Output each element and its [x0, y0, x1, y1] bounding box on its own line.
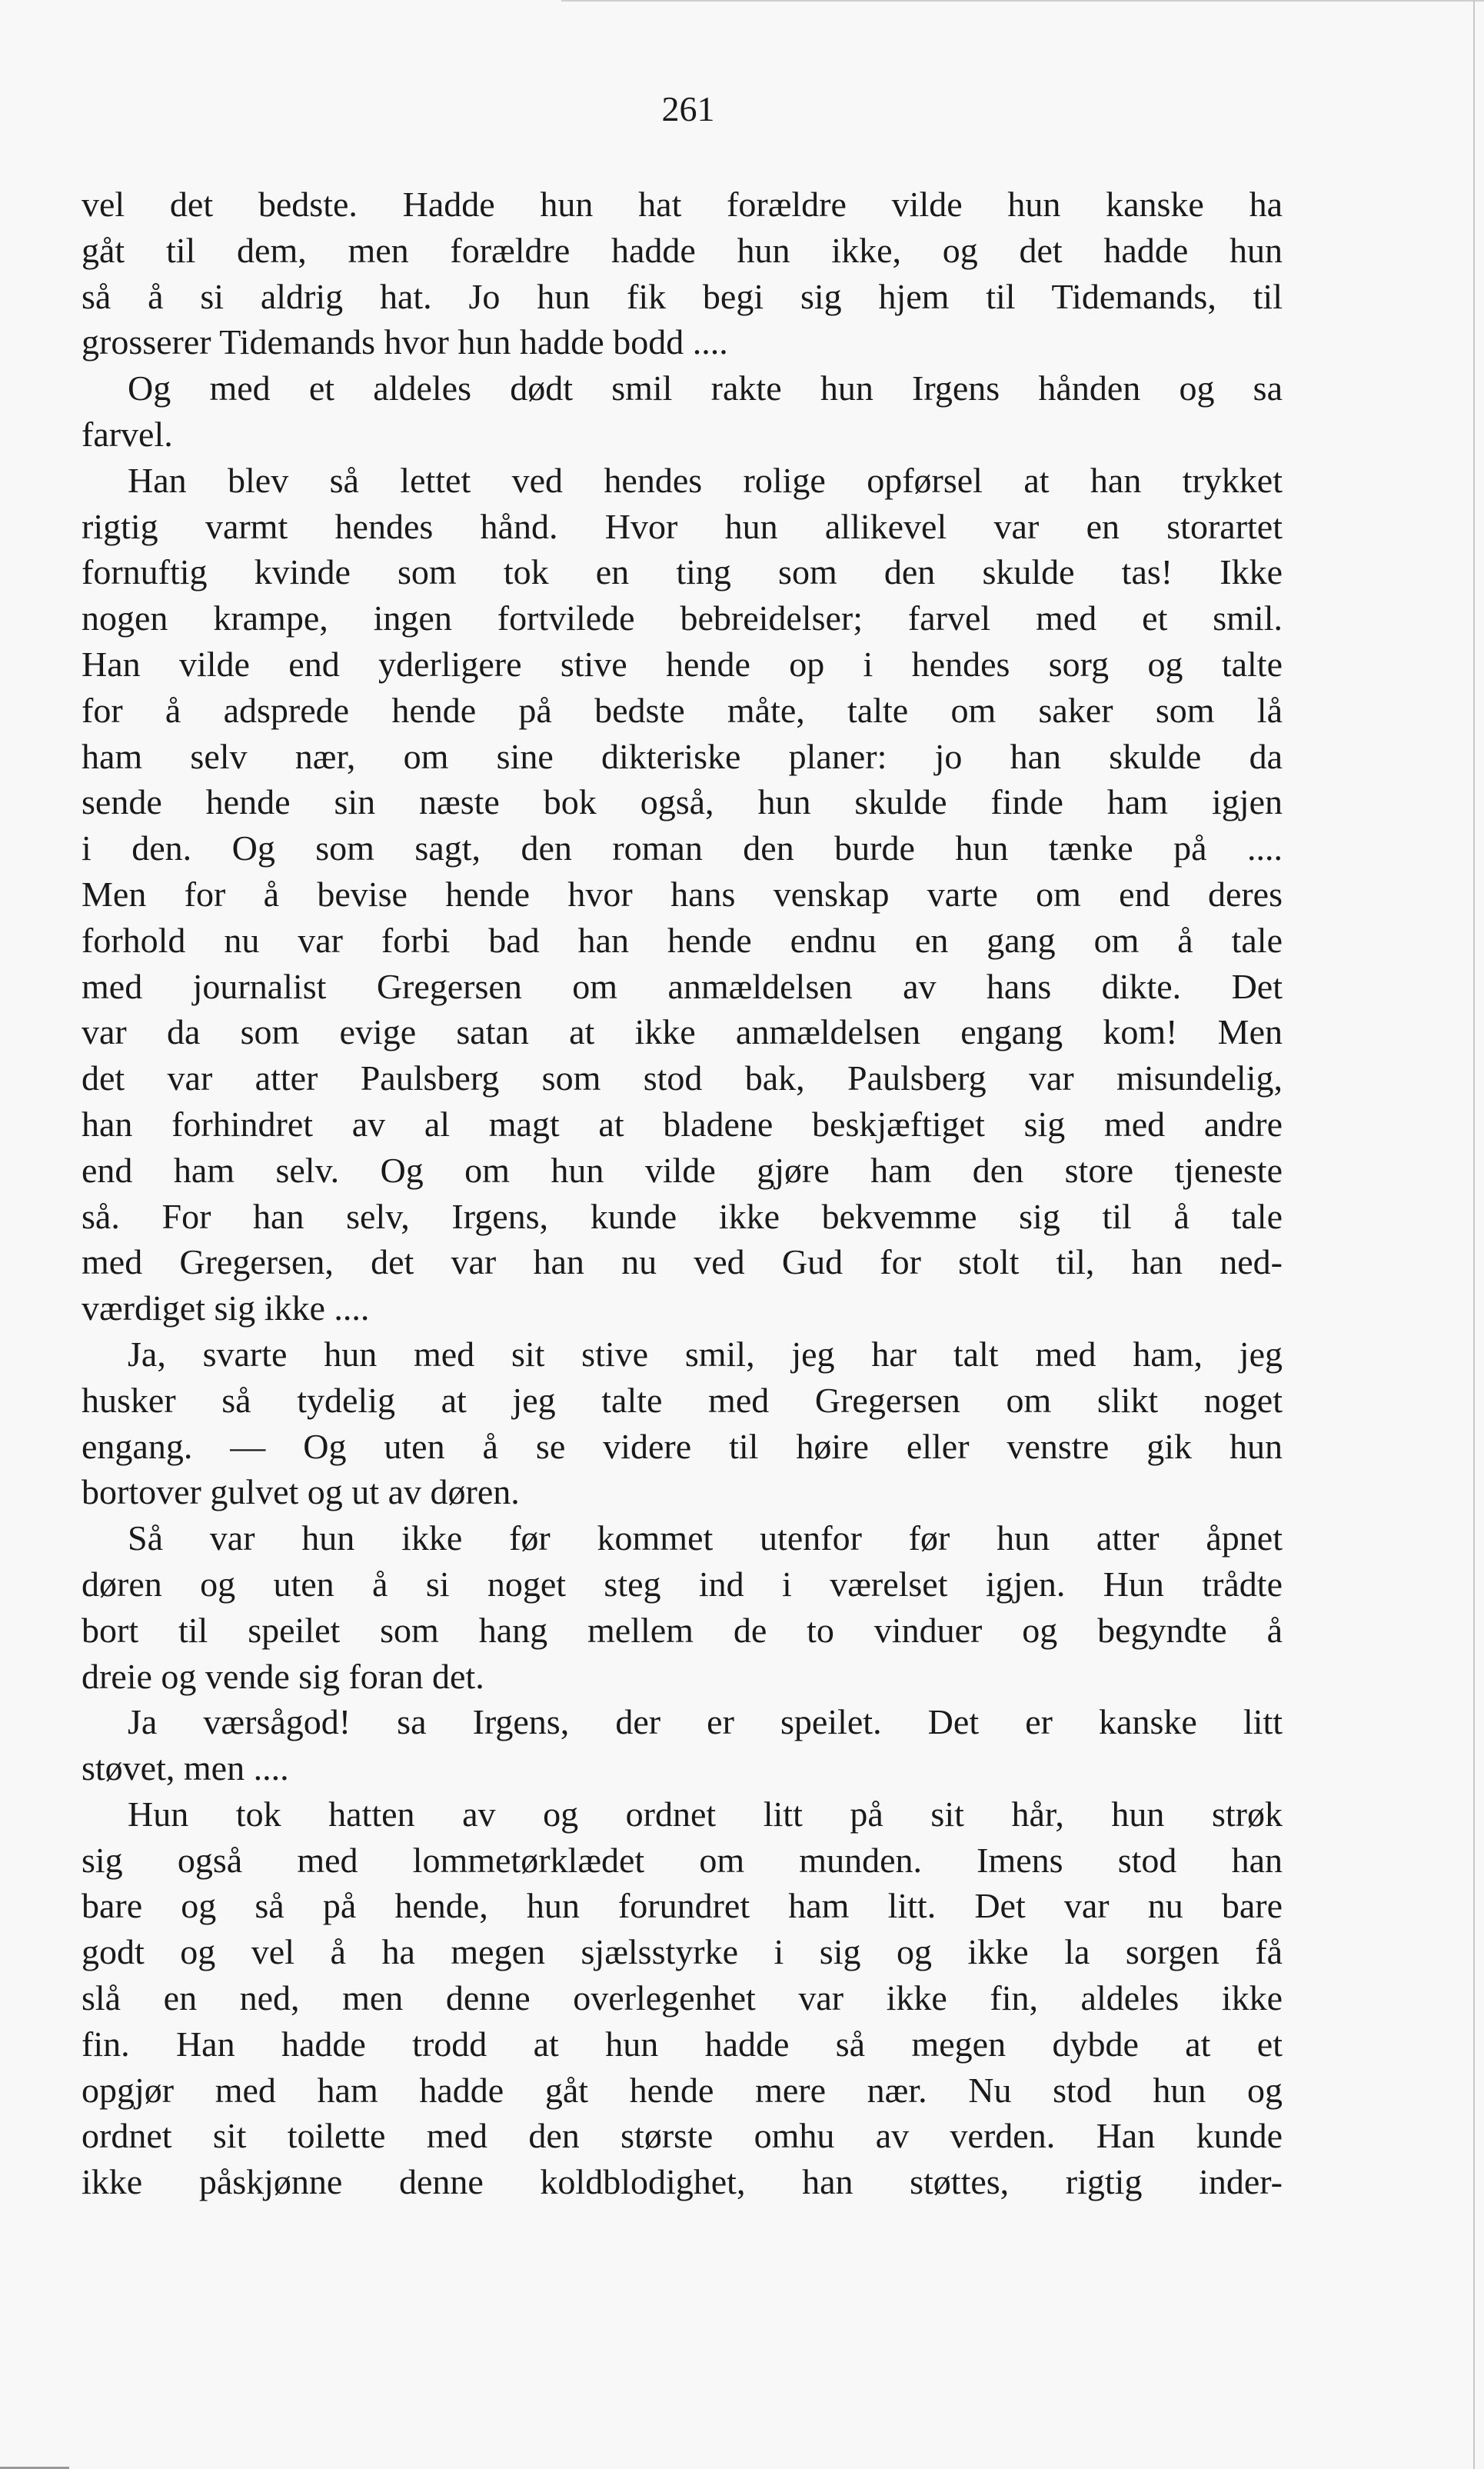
scan-edge-top — [561, 0, 1484, 2]
text-line: Men for å bevise hende hvor hans venskap varte om end deres — [82, 874, 1283, 914]
text-line: godt og vel å ha megen sjælsstyrke i sig og ikke la sorgen få — [82, 1932, 1283, 1972]
text-line: bort til speilet som hang mellem de to vinduer og begyndte å — [82, 1610, 1283, 1650]
text-line: forhold nu var forbi bad han hende endnu en gang om å tale — [82, 920, 1283, 960]
text-line: bare og så på hende, hun forundret ham litt. Det var nu bare — [82, 1886, 1283, 1926]
text-line: fornuftig kvinde som tok en ting som den skulde tas! Ikke — [82, 552, 1283, 592]
text-line: Og med et aldeles dødt smil rakte hun Irgens hånden og sa — [128, 368, 1283, 408]
text-line: så å si aldrig hat. Jo hun fik begi sig hjem til Tidemands, til — [82, 276, 1283, 316]
text-line: i den. Og som sagt, den roman den burde hun tænke på .... — [82, 828, 1283, 868]
text-line: døren og uten å si noget steg ind i værelset igjen. Hun trådte — [82, 1564, 1283, 1604]
text-line: med Gregersen, det var han nu ved Gud for stolt til, han ned- — [82, 1242, 1283, 1282]
text-line: Ja værsågod! sa Irgens, der er speilet. Det er kanske litt — [128, 1702, 1283, 1742]
scan-edge-right — [1473, 0, 1475, 2469]
text-line: slå en ned, men denne overlegenhet var ikke fin, aldeles ikke — [82, 1978, 1283, 2018]
text-line: husker så tydelig at jeg talte med Gregersen om slikt noget — [82, 1380, 1283, 1420]
text-line: for å adsprede hende på bedste måte, talte om saker som lå — [82, 690, 1283, 730]
text-line: gåt til dem, men forældre hadde hun ikke, og det hadde hun — [82, 230, 1283, 270]
text-line: dreie og vende sig foran det. — [82, 1656, 484, 1696]
text-line: nogen krampe, ingen fortvilede bebreidelser; farvel med et smil. — [82, 598, 1283, 638]
text-line: Hun tok hatten av og ordnet litt på sit hår, hun strøk — [128, 1794, 1283, 1834]
text-line: med journalist Gregersen om anmældelsen av hans dikte. Det — [82, 966, 1283, 1006]
text-line: Han vilde end yderligere stive hende op i hendes sorg og talte — [82, 644, 1283, 684]
text-line: var da som evige satan at ikke anmældelsen engang kom! Men — [82, 1012, 1283, 1052]
text-line: end ham selv. Og om hun vilde gjøre ham den store tjeneste — [82, 1150, 1283, 1190]
text-line: engang. — Og uten å se videre til høire eller venstre gik hun — [82, 1426, 1283, 1466]
text-line: Så var hun ikke før kommet utenfor før hun atter åpnet — [128, 1518, 1283, 1558]
text-line: Ja, svarte hun med sit stive smil, jeg har talt med ham, jeg — [128, 1334, 1283, 1374]
text-line: vel det bedste. Hadde hun hat forældre vilde hun kanske ha — [82, 185, 1283, 224]
text-line: Han blev så lettet ved hendes rolige opførsel at han trykket — [128, 460, 1283, 500]
text-line: ordnet sit toilette med den største omhu av verden. Han kunde — [82, 2116, 1283, 2156]
text-line: værdiget sig ikke .... — [82, 1288, 370, 1328]
text-line: støvet, men .... — [82, 1748, 289, 1788]
text-line: fin. Han hadde trodd at hun hadde så megen dybde at et — [82, 2024, 1283, 2064]
text-line: han forhindret av al magt at bladene beskjæftiget sig med andre — [82, 1104, 1283, 1144]
text-line: farvel. — [82, 414, 173, 454]
text-line: så. For han selv, Irgens, kunde ikke bekvemme sig til å tale — [82, 1196, 1283, 1236]
text-line: sende hende sin næste bok også, hun skulde finde ham igjen — [82, 782, 1283, 822]
text-line: opgjør med ham hadde gåt hende mere nær. Nu stod hun og — [82, 2070, 1283, 2110]
text-line: det var atter Paulsberg som stod bak, Paulsberg var misundelig, — [82, 1058, 1283, 1098]
text-line: bortover gulvet og ut av døren. — [82, 1472, 520, 1512]
body-text — [82, 182, 1283, 2205]
page-number: 261 — [661, 89, 715, 128]
text-line: ham selv nær, om sine dikteriske planer: jo han skulde da — [82, 736, 1283, 776]
text-line: ikke påskjønne denne koldblodighet, han støttes, rigtig inder- — [82, 2162, 1283, 2202]
text-line: rigtig varmt hendes hånd. Hvor hun allikevel var en storartet — [82, 506, 1283, 546]
text-line: grosserer Tidemands hvor hun hadde bodd .... — [82, 322, 728, 362]
text-line: sig også med lommetørklædet om munden. Imens stod han — [82, 1840, 1283, 1880]
